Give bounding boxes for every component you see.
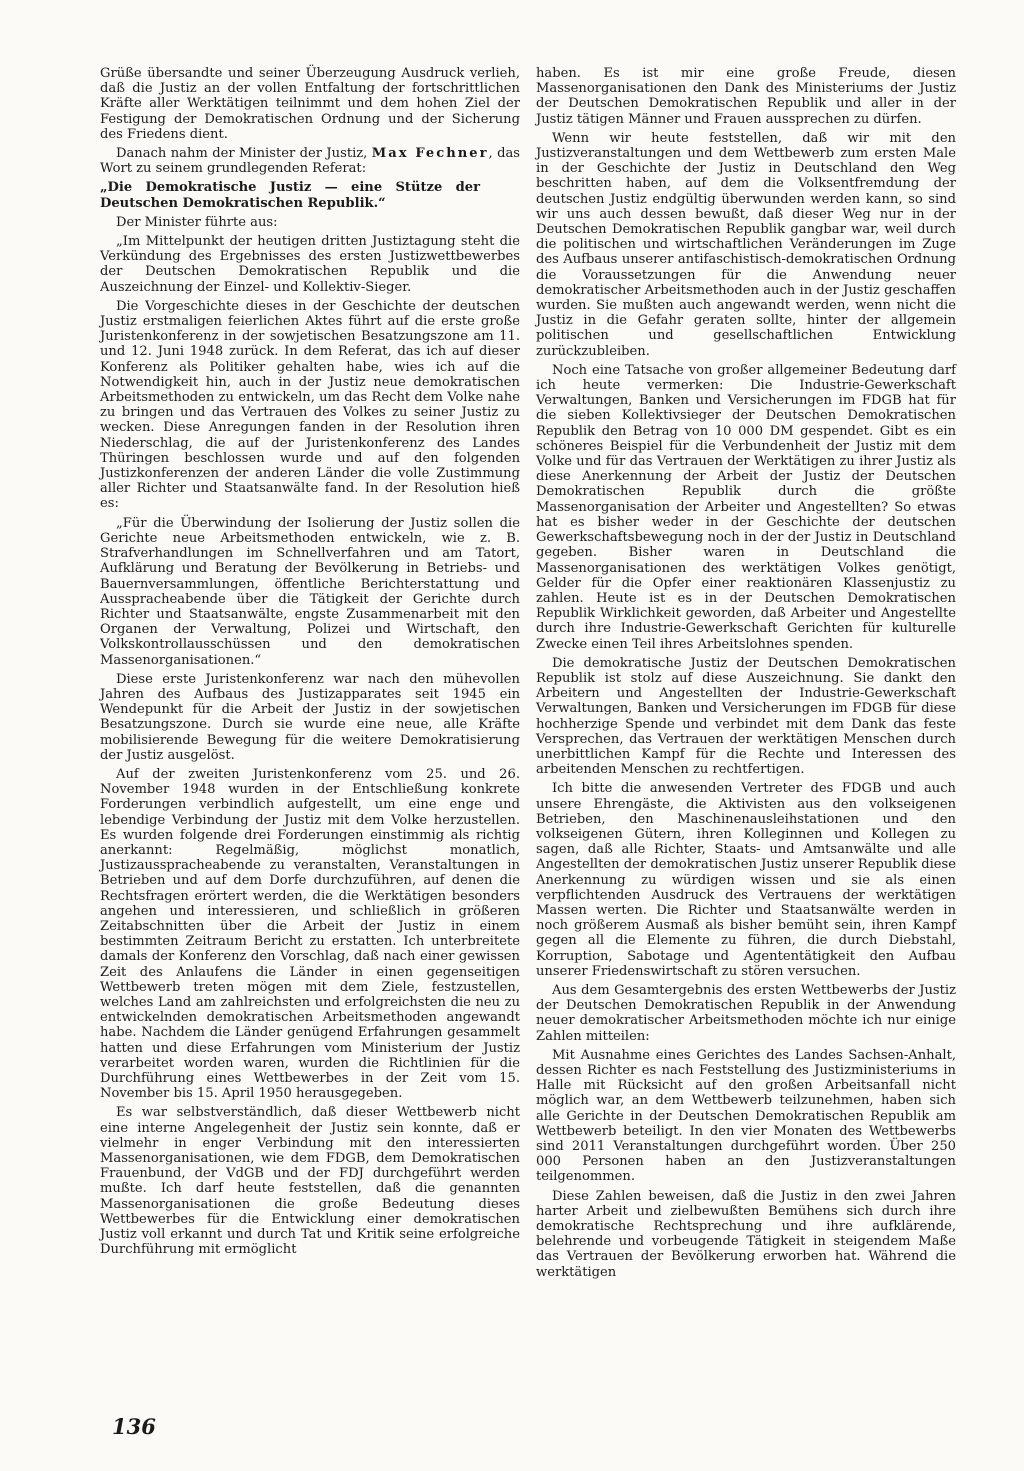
paragraph: Der Minister führte aus: [116,214,278,230]
paragraph: Aus dem Gesamtergebnis des ersten Wettbewerbs der Justiz der Deutschen Demokratischen Republik in der Anwendung neuer demokratischer Arbeitsmethoden möchte ich nur einige Zahlen mitteilen: [536,982,956,1044]
paragraph: haben. Es ist mir eine große Freude, diesen Massenorganisationen den Dank des Ministeriums der Justiz der Deutschen Demokratischen Republik und aller in der Justiz tätigen Männer und Frauen aussprechen zu dürfen. [536,66,956,127]
left-column [100,66,520,1261]
intro-text-end: , das Wort zu seinem grundlegenden Referat: [100,146,520,177]
paragraph: Noch eine Tatsache von großer allgemeiner Bedeutung darf ich heute vermerken: Die Industrie-Gewerkschaft Verwaltungen, Banken und Versicherungen im FDGB hat für die sieben Kollektivsieger der Deutschen Demokratischen Republik den Betrag von 10 000 DM gespendet. Gibt es ein schöneres Beispiel für die Verbundenheit der Justiz mit dem Volke und für das Vertrauen der Werktätigen zu ihrer Justiz als diese Anerkennung der Arbeit der Justiz der Deutschen Demokratischen Republik durch die größte Massenorganisation der Arbeiter und Angestellten? So etwas hat es bisher weder in der Geschichte der deutschen Gewerkschaftsbewegung noch in der der Justiz in Deutschland gegeben. Bisher waren in Deutschland die Massenorganisationen des werktätigen Volkes genötigt, Gelder für die Opfer einer reaktionären Klassenjustiz zu zahlen. Heute ist es in der Deutschen Demokratischen Republik Wirklichkeit geworden, daß Arbeiter und Angestellte durch ihre Industrie-Gewerkschaft Gerichten für kulturelle Zwecke einen Teil ihres Arbeitslohnes spenden. [536,362,956,652]
paragraph-minister-intro [100,146,520,176]
paragraph: Diese erste Juristenkonferenz war nach den mühevollen Jahren des Aufbaus des Justizapparates seit 1945 ein Wendepunkt für die Arbeit der Justiz in der sowjetischen Besatzungszone. Durch sie wurde eine neue, alle Kräfte mobilisierende Bewegung für die weitere Demokratisierung der Justiz ausgelöst. [100,671,520,763]
paragraph: Diese Zahlen beweisen, daß die Justiz in den zwei Jahren harter Arbeit und zielbewußten Bemühens sich durch ihre demokratische Rechtsprechung und ihre aufklärende, belehrende und vorbeugende Tätigkeit in steigendem Maße das Vertrauen der Bevölkerung erworben hat. Während die werktätigen [536,1188,956,1280]
right-column [536,66,956,1284]
paragraph: Grüße übersandte und seiner Überzeugung Ausdruck verlieh, daß die Justiz an der vollen Entfaltung der fortschrittlichen Kräfte aller Werktätigen teilnimmt und dem hohen Ziel der Festigung der Demokratischen Ordnung und der Sicherung des Friedens dient. [100,66,520,142]
page-number: 136 [112,1414,156,1439]
paragraph-quote: „Für die Überwindung der Isolierung der Justiz sollen die Gerichte neue Arbeitsmethoden entwickeln, wie z. B. Strafverhandlungen im Schnellverfahren und am Tatort, Aufklärung und Beratung der Bevölkerung in Betriebs- und Bauernversammlungen, öffentliche Berichterstattung und Ausspracheabende über die Tätigkeit der Gerichte durch Richter und Staatsanwälte, engste Zusammenarbeit mit den Organen der Verwaltung, Polizei und Wirtschaft, den Volkskontrollausschüssen und den demokratischen Massenorganisationen.“ [100,515,520,668]
paragraph: Die Vorgeschichte dieses in der Geschichte der deutschen Justiz erstmaligen feierlichen Aktes führt auf die erste große Juristenkonferenz in der sowjetischen Besatzungszone am 11. und 12. Juni 1948 zurück. In dem Referat, das ich auf dieser Konferenz als Politiker gehalten habe, wies ich auf die Notwendigkeit hin, auch in der Justiz neue demokratischen Arbeitsmethoden zu entwickeln, um das Recht dem Volke nahe zu bringen und das Vertrauen des Volkes zu seiner Justiz zu wecken. Diese Anregungen fanden in der Resolution ihren Niederschlag, die auf der Juristenkonferenz des Landes Thüringen beschlossen wurde und auf den folgenden Justizkonferenzen der anderen Länder die volle Zustimmung aller Richter und Staatsanwälte fand. In der Resolution hieß es: [100,298,520,512]
paragraph: Die demokratische Justiz der Deutschen Demokratischen Republik ist stolz auf diese Auszeichnung. Sie dankt den Arbeitern und Angestellten der Industrie-Gewerkschaft Verwaltungen, Banken und Versicherungen im FDGB für diese hochherzige Spende und verbindet mit dem Dank das feste Versprechen, das Vertrauen der werktätigen Menschen durch unerbittlichen Kampf für die Rechte und Interessen des arbeitenden Menschen zu rechtfertigen. [536,655,956,778]
section-heading: „Die Demokratische Justiz — eine Stütze der Deutschen Demokratischen Republik.“ [100,180,480,211]
paragraph: Auf der zweiten Juristenkonferenz vom 25. und 26. November 1948 wurden in der Entschließung konkrete Forderungen verbindlich aufgestellt, um eine enge und lebendige Verbindung der Justiz mit dem Volke herzustellen. Es wurden folgende drei Forderungen einstimmig als richtig anerkannt: Regelmäßig, möglichst monatlich, Justizaussprachеabende zu veranstalten, Veranstaltungen in Betrieben und auf dem Dorfe durchzuführen, auf denen die Rechtsfragen erörtert werden, die die Werktätigen besonders angehen und interessieren, und schließlich in größeren Zeitabschnitten über die Arbeit der Justiz in einem bestimmten Zeitraum Bericht zu erstatten. Ich unterbreitete damals der Konferenz den Vorschlag, daß nach einer gewissen Zeit des Anlaufens die Länder in einen gegenseitigen Wettbewerb treten mögen mit dem Ziele, festzustellen, welches Land am zahlreichsten und erfolgreichsten die neu zu entwickelnden demokratischen Arbeitsmethoden angewandt habe. Nachdem die Länder genügend Erfahrungen gesammelt hatten und diese Erfahrungen vom Ministerium der Justiz verarbeitet worden waren, wurden die Richtlinien für die Durchführung eines Wettbewerbes in der Zeit vom 15. November bis 15. April 1950 herausgegeben. [100,766,520,1102]
paragraph: Mit Ausnahme eines Gerichtes des Landes Sachsen-Anhalt, dessen Richter es nach Feststellung des Justizministeriums in Halle mit Rücksicht auf den großen Arbeitsanfall nicht möglich war, an dem Wettbewerb teilzunehmen, haben sich alle Gerichte in der Deutschen Demokratischen Republik am Wettbewerb beteiligt. In den vier Monaten des Wettbewerbs sind 2011 Veranstaltungen durchgeführt worden. Über 250 000 Personen haben an den Justizveranstaltungen teilgenommen. [536,1047,956,1185]
paragraph: „Im Mittelpunkt der heutigen dritten Justiztagung steht die Verkündung des Ergebnisses des ersten Justizwettbewerbes der Deutschen Demokratischen Republik und die Auszeichnung der Einzel- und Kollektiv-Sieger. [100,234,520,295]
minister-name: Max Fechner [371,146,489,162]
paragraph: Es war selbstverständlich, daß dieser Wettbewerb nicht eine interne Angelegenheit der Justiz sein konnte, daß er vielmehr in enger Verbindung mit den interessierten Massenorganisationen, wie dem FDGB, dem Demokratischen Frauenbund, der VdGB und der FDJ durchgeführt werden mußte. Ich darf heute feststellen, daß die genannten Massenorganisationen die große Bedeutung dieses Wettbewerbes für die Entwicklung einer demokratischen Justiz voll erkannt und durch Tat und Kritik seine erfolgreiche Durchführung mit ermöglicht [100,1105,520,1258]
paragraph: Ich bitte die anwesenden Vertreter des FDGB und auch unsere Ehrengäste, die Aktivisten aus den volkseigenen Betrieben, den Maschinenausleihstationen und den volkseigenen Gütern, ihren Kolleginnen und Kollegen zu sagen, daß alle Richter, Staats- und Amtsanwälte und alle Angestellten der demokratischen Justiz unserer Republik diese Anerkennung zu würdigen wissen und sie als einen verpflichtenden Ausdruck des Vertrauens der werktätigen Massen werten. Die Richter und Staatsanwälte werden in noch größerem Ausmaß als bisher bemüht sein, ihren Kampf gegen all die Elemente zu führen, die durch Diebstahl, Korruption, Sabotage und Agententätigkeit den Aufbau unserer Friedenswirtschaft zu stören versuchen. [536,781,956,979]
paragraph: Wenn wir heute feststellen, daß wir mit den Justizveranstaltungen und dem Wettbewerb zum ersten Male in der Geschichte der Justiz in Deutschland den Weg beschritten haben, auf dem die Volksentfremdung der deutschen Justiz endgültig überwunden werden kann, so sind wir uns auch dessen bewußt, daß dieser Weg nur in der Deutschen Demokratischen Republik gangbar war, weil durch die politischen und wirtschaftlichen Veränderungen im Zuge des Aufbaus unserer antifaschistisch-demokratischen Ordnung die Voraussetzungen für die Anwendung neuer demokratischer Arbeitsmethoden auch in der Justiz geschaffen wurden. Sie mußten auch angewandt werden, wenn nicht die Justiz in die Gefahr geraten sollte, hinter der allgemein politischen und gesellschaftlichen Entwicklung zurückzubleiben. [536,130,956,359]
intro-text: Danach nahm der Minister der Justiz, [116,146,372,162]
